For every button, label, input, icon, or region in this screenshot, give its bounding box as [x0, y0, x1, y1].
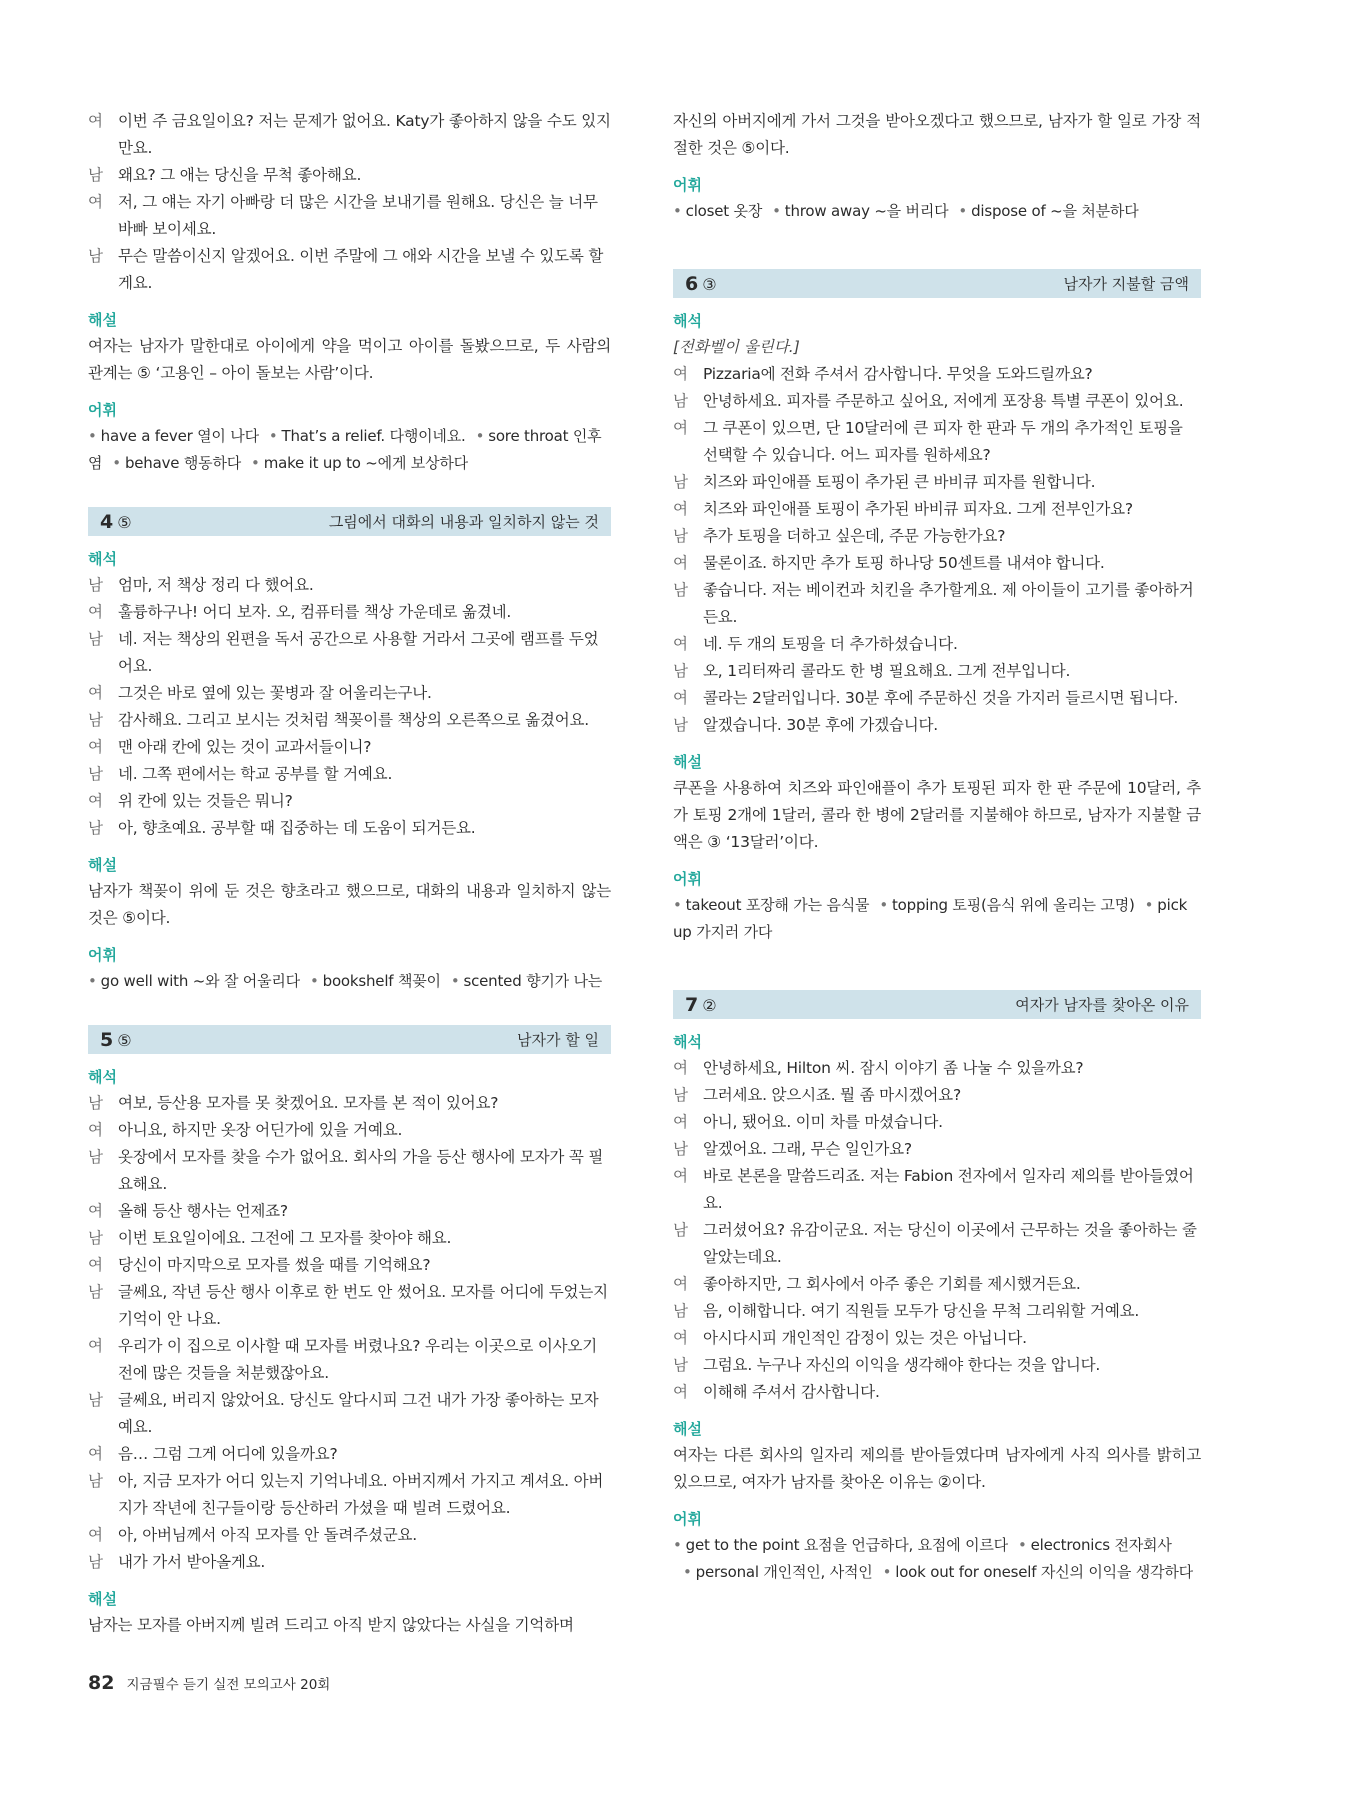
- dialogue-text: 아니요, 하지만 옷장 어딘가에 있을 거예요.: [118, 1121, 403, 1139]
- q5-translation-label: 해석: [88, 1068, 117, 1086]
- q7-translation-label: 해석: [673, 1033, 702, 1051]
- vocab-item: closet 옷장: [685, 202, 763, 220]
- q6-vocab-label: 어휘: [673, 870, 702, 888]
- bullet-icon: •: [450, 972, 460, 990]
- dialogue-line: [673, 577, 1201, 631]
- q7-answer: ②: [702, 995, 717, 1015]
- dialogue-text: 맨 아래 칸에 있는 것이 교과서들이니?: [118, 738, 372, 756]
- dialogue-text: 음… 그럼 그게 어디에 있을까요?: [118, 1445, 338, 1463]
- dialogue-text: 저, 그 얘는 자기 아빠랑 더 많은 시간을 보내기를 원해요. 당신은 늘 너무 바빠 보이세요.: [118, 193, 598, 238]
- q7-explanation: 여자는 다른 회사의 일자리 제의를 받아들였다며 남자에게 사직 의사를 밝히고 있으므로, 여자가 남자를 찾아온 이유는 ②이다.: [673, 1446, 1202, 1491]
- speaker-label: 여: [673, 1329, 688, 1347]
- speaker-label: 여: [673, 1167, 688, 1185]
- speaker-label: 여: [88, 603, 103, 621]
- q7-explanation-label: 해설: [673, 1420, 702, 1438]
- dialogue-line: [88, 108, 611, 162]
- speaker-label: 남: [88, 1283, 103, 1301]
- dialogue-line: [673, 550, 1201, 577]
- speaker-label: 남: [673, 662, 688, 680]
- dialogue-line: [88, 1333, 611, 1387]
- dialogue-line: [673, 685, 1201, 712]
- vocab-item: make it up to ~에게 보상하다: [263, 454, 468, 472]
- vocab-item: personal 개인적인, 사적인: [695, 1563, 873, 1581]
- dialogue-text: 감사해요. 그리고 보시는 것처럼 책꽂이를 책상의 오른쪽으로 옮겼어요.: [118, 711, 589, 729]
- dialogue-line: [673, 388, 1201, 415]
- speaker-label: 여: [88, 1202, 103, 1220]
- dialogue-line: [88, 680, 611, 707]
- speaker-label: 여: [673, 1383, 688, 1401]
- dialogue-text: 왜요? 그 애는 당신을 무척 좋아해요.: [118, 166, 362, 184]
- speaker-label: 남: [88, 576, 103, 594]
- dialogue-line: [88, 189, 611, 243]
- speaker-label: 여: [88, 684, 103, 702]
- dialogue-line: [673, 1271, 1201, 1298]
- dialogue-line: [88, 243, 611, 297]
- dialogue-text: 그럼요. 누구나 자신의 이익을 생각해야 한다는 것을 압니다.: [703, 1356, 1101, 1374]
- speaker-label: 남: [88, 1553, 103, 1571]
- dialogue-line: [673, 361, 1201, 388]
- speaker-label: 여: [673, 419, 688, 437]
- speaker-label: 남: [88, 630, 103, 648]
- dialogue-line: [673, 1082, 1201, 1109]
- q3-vocab-label: 어휘: [88, 401, 117, 419]
- q6-answer: ③: [702, 274, 717, 294]
- dialogue-line: [673, 1298, 1201, 1325]
- dialogue-text: 여보, 등산용 모자를 못 찾겠어요. 모자를 본 적이 있어요?: [118, 1094, 499, 1112]
- q6-header: [673, 269, 1201, 298]
- dialogue-text: 치즈와 파인애플 토핑이 추가된 바비큐 피자요. 그게 전부인가요?: [703, 500, 1133, 518]
- q4-vocab: [88, 968, 611, 995]
- vocab-item: takeout 포장해 가는 음식물: [685, 896, 870, 914]
- speaker-label: 여: [673, 554, 688, 572]
- speaker-label: 남: [673, 1086, 688, 1104]
- speaker-label: 여: [673, 635, 688, 653]
- q5-explanation-label: 해설: [88, 1590, 117, 1608]
- q4-number: 4 ⑤: [100, 510, 132, 533]
- speaker-label: 여: [673, 1113, 688, 1131]
- q3-explanation: 여자는 남자가 말한대로 아이에게 약을 먹이고 아이를 돌봤으므로, 두 사람의 관계는 ⑤ ‘고용인 – 아이 돌보는 사람’이다.: [88, 337, 611, 382]
- dialogue-text: 콜라는 2달러입니다. 30분 후에 주문하신 것을 가지러 들르시면 됩니다.: [703, 689, 1179, 707]
- q5-number: 5 ⑤: [100, 1028, 132, 1051]
- dialogue-text: 그러셨어요? 유감이군요. 저는 당신이 이곳에서 근무하는 것을 좋아하는 줄 알았는데요.: [703, 1221, 1197, 1266]
- speaker-label: 남: [673, 473, 688, 491]
- q6-stage-note: [전화벨이 울린다.]: [673, 338, 800, 356]
- dialogue-line: [88, 1144, 611, 1198]
- dialogue-text: 음, 이해합니다. 여기 직원들 모두가 당신을 무척 그리워할 거예요.: [703, 1302, 1140, 1320]
- q7-header: [673, 990, 1201, 1019]
- speaker-label: 남: [88, 1094, 103, 1112]
- dialogue-line: [673, 1325, 1201, 1352]
- left-column: [88, 108, 611, 1639]
- dialogue-line: [673, 1379, 1201, 1406]
- dialogue-text: 그러세요. 앉으시죠. 뭘 좀 마시겠어요?: [703, 1086, 961, 1104]
- dialogue-text: 아, 향초예요. 공부할 때 집중하는 데 도움이 되거든요.: [118, 819, 476, 837]
- bullet-icon: •: [268, 427, 278, 445]
- vocab-item: scented 향기가 나는: [463, 972, 603, 990]
- page-footer: [88, 1672, 330, 1694]
- dialogue-line: [673, 523, 1201, 550]
- dialogue-line: [88, 1387, 611, 1441]
- speaker-label: 남: [88, 765, 103, 783]
- bullet-icon: •: [88, 972, 97, 990]
- speaker-label: 여: [673, 1059, 688, 1077]
- dialogue-text: 추가 토핑을 더하고 싶은데, 주문 가능한가요?: [703, 527, 1006, 545]
- page-number: 82: [88, 1672, 115, 1694]
- dialogue-line: [673, 415, 1201, 469]
- speaker-label: 여: [88, 1121, 103, 1139]
- speaker-label: 여: [88, 1526, 103, 1544]
- q6-explanation: 쿠폰을 사용하여 치즈와 파인애플이 추가 토핑된 피자 한 판 주문에 10달러, 추가 토핑 2개에 1달러, 콜라 한 병에 2달러를 지불해야 하므로, 남자가 지불할 금액은 ③ ‘13달러’이다.: [673, 779, 1201, 851]
- bullet-icon: •: [251, 454, 260, 472]
- speaker-label: 남: [88, 247, 103, 265]
- speaker-label: 여: [88, 738, 103, 756]
- q4-translation-label: 해석: [88, 550, 117, 568]
- dialogue-text: 무슨 말씀이신지 알겠어요. 이번 주말에 그 애와 시간을 보낼 수 있도록 할게요.: [118, 247, 604, 292]
- speaker-label: 남: [88, 166, 103, 184]
- dialogue-text: 바로 본론을 말씀드리죠. 저는 Fabion 전자에서 일자리 제의를 받아들였어요.: [703, 1167, 1194, 1212]
- q5-header: [88, 1025, 611, 1054]
- dialogue-text: 물론이죠. 하지만 추가 토핑 하나당 50센트를 내셔야 합니다.: [703, 554, 1105, 572]
- q3-dialogue: [88, 108, 611, 297]
- dialogue-line: [673, 1217, 1201, 1271]
- q5-vocab-label: 어휘: [673, 176, 702, 194]
- bullet-icon: •: [673, 202, 682, 220]
- speaker-label: 남: [673, 716, 688, 734]
- bullet-icon: •: [882, 1563, 892, 1581]
- dialogue-line: [88, 1468, 611, 1522]
- dialogue-line: [88, 599, 611, 626]
- speaker-label: 여: [673, 689, 688, 707]
- q4-title: 그림에서 대화의 내용과 일치하지 않는 것: [328, 513, 599, 531]
- dialogue-text: 오, 1리터짜리 콜라도 한 병 필요해요. 그게 전부입니다.: [703, 662, 1071, 680]
- dialogue-text: 당신이 마지막으로 모자를 썼을 때를 기억해요?: [118, 1256, 431, 1274]
- speaker-label: 남: [673, 1302, 688, 1320]
- bullet-icon: •: [673, 896, 682, 914]
- vocab-item: go well with ~와 잘 어울리다: [100, 972, 300, 990]
- speaker-label: 여: [88, 792, 103, 810]
- q5-answer: ⑤: [117, 1030, 132, 1050]
- speaker-label: 남: [673, 1140, 688, 1158]
- speaker-label: 남: [88, 1391, 103, 1409]
- dialogue-line: [88, 1441, 611, 1468]
- q6-translation-label: 해석: [673, 312, 702, 330]
- dialogue-text: 아니, 됐어요. 이미 차를 마셨습니다.: [703, 1113, 943, 1131]
- speaker-label: 남: [88, 1472, 103, 1490]
- dialogue-line: [673, 712, 1201, 739]
- vocab-item: topping 토핑(음식 위에 올리는 고명): [891, 896, 1135, 914]
- speaker-label: 남: [673, 392, 688, 410]
- dialogue-text: 치즈와 파인애플 토핑이 추가된 큰 바비큐 피자를 원합니다.: [703, 473, 1096, 491]
- q4-answer: ⑤: [117, 512, 132, 532]
- vocab-item: throw away ~을 버리다: [784, 202, 949, 220]
- dialogue-text: 올해 등산 행사는 언제죠?: [118, 1202, 288, 1220]
- dialogue-text: 아시다시피 개인적인 감정이 있는 것은 아닙니다.: [703, 1329, 1027, 1347]
- speaker-label: 여: [673, 1275, 688, 1293]
- dialogue-text: 위 칸에 있는 것들은 뭐니?: [118, 792, 293, 810]
- bullet-icon: •: [879, 896, 888, 914]
- dialogue-line: [88, 162, 611, 189]
- dialogue-line: [88, 1522, 611, 1549]
- vocab-item: sore throat 인후염: [88, 427, 602, 472]
- vocab-item: electronics 전자회사: [1030, 1536, 1172, 1554]
- dialogue-line: [88, 734, 611, 761]
- q7-number: 7 ②: [685, 993, 717, 1016]
- dialogue-line: [88, 1549, 611, 1576]
- q3-explanation-label: 해설: [88, 311, 117, 329]
- vocab-item: have a fever 열이 나다: [100, 427, 259, 445]
- bullet-icon: •: [1017, 1536, 1027, 1554]
- dialogue-text: 네. 두 개의 토핑을 더 추가하셨습니다.: [703, 635, 958, 653]
- dialogue-text: 좋습니다. 저는 베이컨과 치킨을 추가할게요. 제 아이들이 고기를 좋아하거든요.: [703, 581, 1194, 626]
- vocab-item: That’s a relief. 다행이네요.: [281, 427, 466, 445]
- dialogue-line: [88, 1198, 611, 1225]
- dialogue-line: [673, 1352, 1201, 1379]
- dialogue-text: 이번 주 금요일이요? 저는 문제가 없어요. Katy가 좋아하지 않을 수도 있지만요.: [118, 112, 611, 157]
- speaker-label: 남: [88, 711, 103, 729]
- q3-vocab: [88, 423, 611, 477]
- vocab-item: dispose of ~을 처분하다: [971, 202, 1139, 220]
- q6-dialogue: [673, 361, 1201, 739]
- dialogue-text: 그것은 바로 옆에 있는 꽃병과 잘 어울리는구나.: [118, 684, 432, 702]
- dialogue-line: [88, 572, 611, 599]
- speaker-label: 여: [88, 1337, 103, 1355]
- dialogue-line: [88, 1225, 611, 1252]
- vocab-item: bookshelf 책꽂이: [322, 972, 441, 990]
- bullet-icon: •: [112, 454, 121, 472]
- dialogue-line: [673, 1136, 1201, 1163]
- dialogue-text: 글쎄요, 버리지 않았어요. 당신도 알다시피 그건 내가 가장 좋아하는 모자예요.: [118, 1391, 599, 1436]
- vocab-item: pick up 가지러 가다: [673, 896, 1188, 941]
- dialogue-text: 아, 지금 모자가 어디 있는지 기억나네요. 아버지께서 가지고 계셔요. 아버지가 작년에 친구들이랑 등산하러 가셨을 때 빌려 드렸어요.: [118, 1472, 604, 1517]
- q4-explanation-label: 해설: [88, 856, 117, 874]
- dialogue-text: 아, 아버님께서 아직 모자를 안 돌려주셨군요.: [118, 1526, 418, 1544]
- dialogue-line: [88, 761, 611, 788]
- bullet-icon: •: [309, 972, 319, 990]
- dialogue-text: 이해해 주셔서 감사합니다.: [703, 1383, 880, 1401]
- speaker-label: 여: [88, 1256, 103, 1274]
- q7-title: 여자가 남자를 찾아온 이유: [1015, 996, 1189, 1014]
- dialogue-text: 안녕하세요, Hilton 씨. 잠시 이야기 좀 나눌 수 있을까요?: [703, 1059, 1084, 1077]
- bullet-icon: •: [88, 427, 97, 445]
- q6-title: 남자가 지불할 금액: [1063, 275, 1189, 293]
- dialogue-line: [673, 631, 1201, 658]
- dialogue-line: [673, 469, 1201, 496]
- book-title: 지금필수 듣기 실전 모의고사 20회: [126, 1677, 331, 1693]
- dialogue-line: [88, 1117, 611, 1144]
- dialogue-line: [673, 658, 1201, 685]
- q7-vocab-label: 어휘: [673, 1510, 702, 1528]
- vocab-item: behave 행동하다: [124, 454, 242, 472]
- dialogue-text: 네. 그쪽 편에서는 학교 공부를 할 거예요.: [118, 765, 393, 783]
- q5-vocab: [673, 198, 1201, 225]
- dialogue-text: 알겠습니다. 30분 후에 가겠습니다.: [703, 716, 939, 734]
- speaker-label: 남: [88, 1148, 103, 1166]
- bullet-icon: •: [673, 1536, 682, 1554]
- dialogue-text: 글쎄요, 작년 등산 행사 이후로 한 번도 안 썼어요. 모자를 어디에 두었는지 기억이 안 나요.: [118, 1283, 608, 1328]
- dialogue-line: [673, 496, 1201, 523]
- vocab-item: look out for oneself 자신의 이익을 생각하다: [895, 1563, 1193, 1581]
- vocab-item: get to the point 요점을 언급하다, 요점에 이르다: [685, 1536, 1008, 1554]
- dialogue-line: [673, 1163, 1201, 1217]
- speaker-label: 여: [88, 112, 103, 130]
- q7-vocab: [673, 1532, 1201, 1586]
- dialogue-text: 안녕하세요. 피자를 주문하고 싶어요, 저에게 포장용 특별 쿠폰이 있어요.: [703, 392, 1184, 410]
- dialogue-text: 훌륭하구나! 어디 보자. 오, 컴퓨터를 책상 가운데로 옮겼네.: [118, 603, 512, 621]
- q4-dialogue: [88, 572, 611, 842]
- speaker-label: 남: [673, 1221, 688, 1239]
- speaker-label: 남: [673, 527, 688, 545]
- speaker-label: 여: [673, 500, 688, 518]
- dialogue-text: 옷장에서 모자를 찾을 수가 없어요. 회사의 가을 등산 행사에 모자가 꼭 필요해요.: [118, 1148, 604, 1193]
- q4-vocab-label: 어휘: [88, 946, 117, 964]
- dialogue-line: [673, 1055, 1201, 1082]
- speaker-label: 남: [673, 1356, 688, 1374]
- dialogue-line: [88, 707, 611, 734]
- dialogue-text: 우리가 이 집으로 이사할 때 모자를 버렸나요? 우리는 이곳으로 이사오기 전에 많은 것들을 처분했잖아요.: [118, 1337, 597, 1382]
- bullet-icon: •: [475, 427, 485, 445]
- speaker-label: 남: [673, 581, 688, 599]
- speaker-label: 여: [88, 193, 103, 211]
- q4-header: [88, 507, 611, 536]
- dialogue-line: [88, 788, 611, 815]
- bullet-icon: •: [772, 202, 781, 220]
- dialogue-text: 엄마, 저 책상 정리 다 했어요.: [118, 576, 314, 594]
- dialogue-line: [88, 815, 611, 842]
- q5-explanation-part1: 남자는 모자를 아버지께 빌려 드리고 아직 받지 않았다는 사실을 기억하며: [88, 1616, 574, 1634]
- speaker-label: 남: [88, 1229, 103, 1247]
- dialogue-text: Pizzaria에 전화 주셔서 감사합니다. 무엇을 도와드릴까요?: [703, 365, 1093, 383]
- dialogue-text: 네. 저는 책상의 왼편을 독서 공간으로 사용할 거라서 그곳에 램프를 두었어요.: [118, 630, 599, 675]
- dialogue-line: [673, 1109, 1201, 1136]
- dialogue-line: [88, 1252, 611, 1279]
- dialogue-text: 내가 가서 받아올게요.: [118, 1553, 266, 1571]
- speaker-label: 여: [673, 365, 688, 383]
- bullet-icon: •: [958, 202, 968, 220]
- speaker-label: 여: [88, 1445, 103, 1463]
- right-column: [673, 108, 1201, 1586]
- q6-explanation-label: 해설: [673, 753, 702, 771]
- q5-dialogue: [88, 1090, 611, 1576]
- dialogue-text: 좋아하지만, 그 회사에서 아주 좋은 기회를 제시했거든요.: [703, 1275, 1081, 1293]
- dialogue-text: 이번 토요일이에요. 그전에 그 모자를 찾아야 해요.: [118, 1229, 452, 1247]
- dialogue-text: 그 쿠폰이 있으면, 단 10달러에 큰 피자 한 판과 두 개의 추가적인 토핑을 선택할 수 있습니다. 어느 피자를 원하세요?: [703, 419, 1183, 464]
- q7-dialogue: [673, 1055, 1201, 1406]
- q5-explanation-part2: 자신의 아버지에게 가서 그것을 받아오겠다고 했으므로, 남자가 할 일로 가장 적절한 것은 ⑤이다.: [673, 112, 1201, 157]
- bullet-icon: •: [1144, 896, 1154, 914]
- bullet-icon: •: [683, 1563, 692, 1581]
- dialogue-text: 알겠어요. 그래, 무슨 일인가요?: [703, 1140, 912, 1158]
- q6-vocab: [673, 892, 1201, 946]
- q6-number: 6 ③: [685, 272, 717, 295]
- speaker-label: 남: [88, 819, 103, 837]
- dialogue-line: [88, 1279, 611, 1333]
- q4-explanation: 남자가 책꽂이 위에 둔 것은 향초라고 했으므로, 대화의 내용과 일치하지 않는 것은 ⑤이다.: [88, 882, 611, 927]
- q5-title: 남자가 할 일: [517, 1031, 599, 1049]
- dialogue-line: [88, 1090, 611, 1117]
- dialogue-line: [88, 626, 611, 680]
